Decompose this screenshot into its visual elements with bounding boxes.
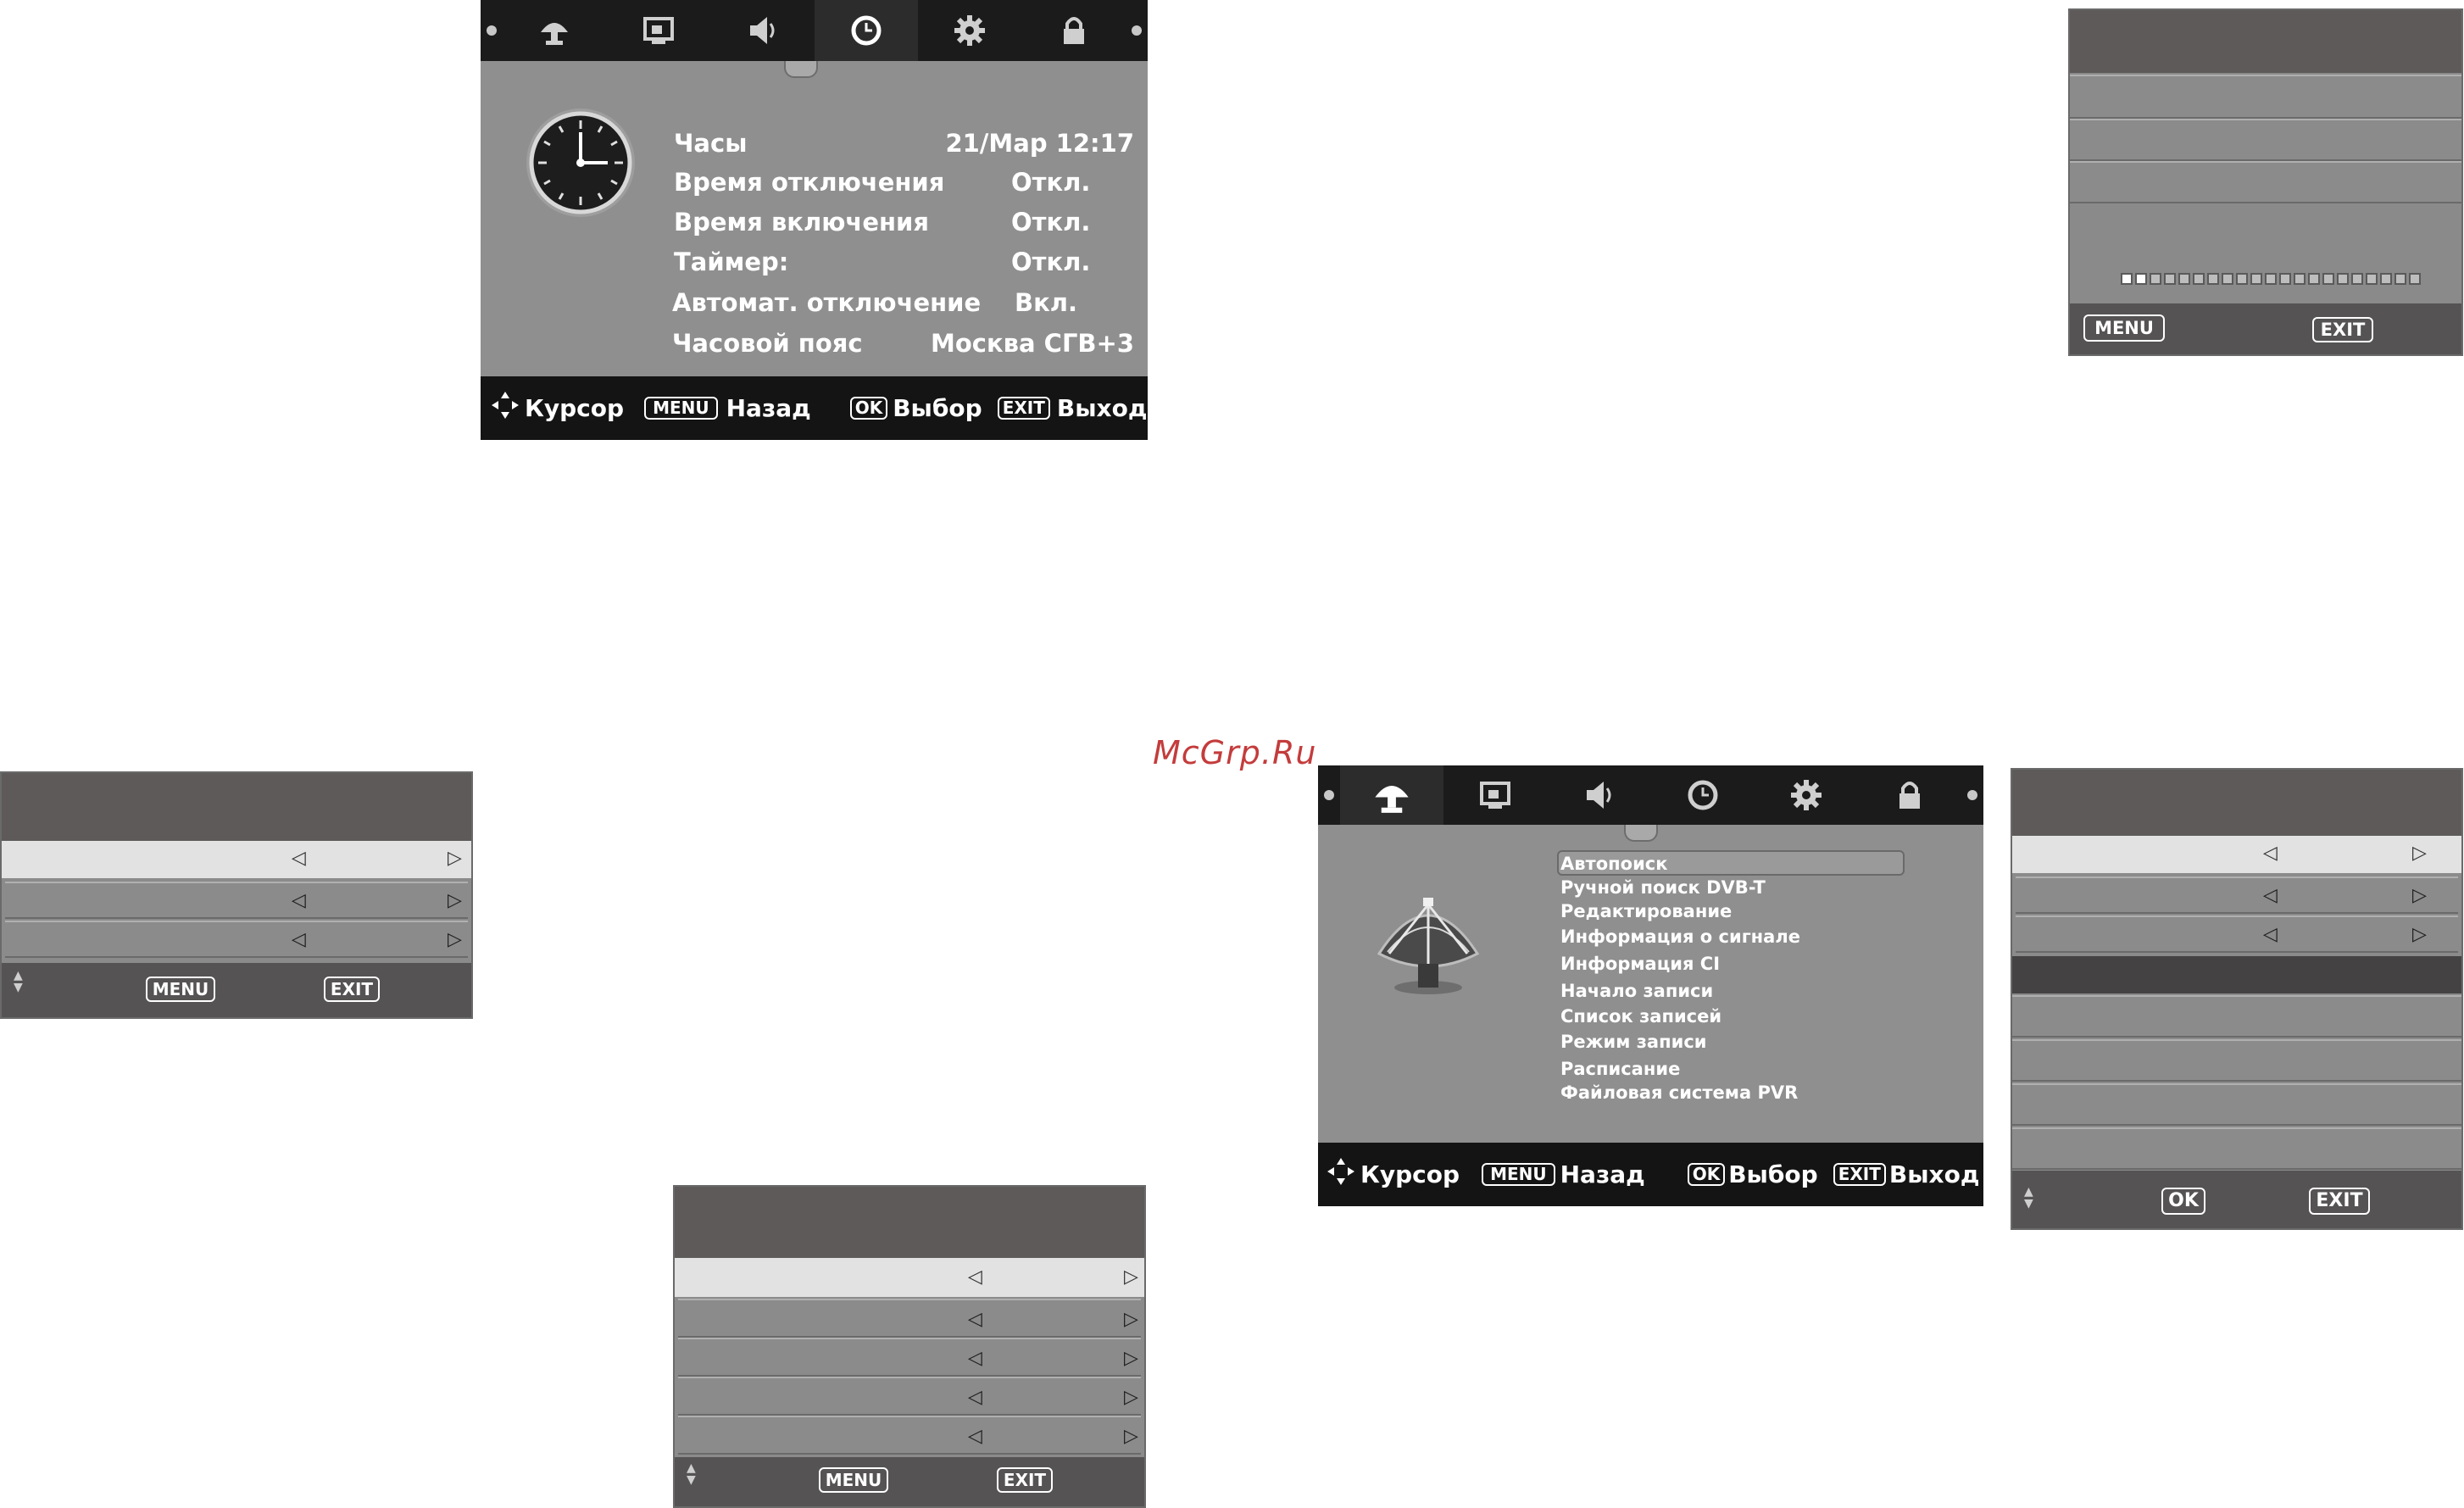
left-arrow-icon[interactable]: ◁ <box>2263 924 2278 945</box>
menu-tab-bar <box>481 0 1148 63</box>
panel-ok-row-7[interactable] <box>2012 1127 2461 1170</box>
lock-icon <box>1891 776 1928 814</box>
select-label: Выбор <box>893 394 982 422</box>
cursor-label: Курсор <box>1360 1160 1460 1188</box>
off-time-label[interactable]: Время отключения <box>674 168 945 197</box>
panel-ok-row-2[interactable] <box>2016 876 2458 914</box>
tab-channel[interactable] <box>503 0 607 61</box>
sound-icon <box>1580 776 1617 814</box>
back-label: Назад <box>1560 1160 1645 1188</box>
right-arrow-icon[interactable]: ▷ <box>2412 885 2427 906</box>
channel-menu-body <box>1318 825 1983 1143</box>
exit-hint[interactable] <box>1833 1160 1980 1188</box>
menu-item-pvr-file-system[interactable]: Файловая система PVR <box>1560 1082 1799 1103</box>
exit-hint[interactable] <box>998 394 1148 422</box>
panel-ok-header <box>2012 770 2461 836</box>
right-arrow-icon[interactable]: ▷ <box>448 848 462 869</box>
panel-five-header <box>675 1187 1144 1258</box>
panel-ok-row-1[interactable] <box>2012 836 2461 873</box>
right-arrow-icon[interactable]: ▷ <box>1124 1309 1138 1330</box>
cursor-hint <box>491 391 624 426</box>
channel-icon <box>1369 772 1415 818</box>
scan-panel-footer <box>2070 303 2461 354</box>
progress-segment <box>2135 273 2147 285</box>
tab-channel[interactable] <box>1340 765 1443 825</box>
exit-label: Выход <box>1888 1160 1980 1188</box>
menu-item-signal-info[interactable]: Информация о сигнале <box>1560 927 1800 947</box>
menu-item-auto-search[interactable]: Автопоиск <box>1560 854 1668 874</box>
select-hint[interactable] <box>850 394 982 422</box>
tab-sound[interactable] <box>1547 765 1650 825</box>
time-icon <box>1684 776 1721 814</box>
left-arrow-icon[interactable]: ◁ <box>2263 885 2278 906</box>
panel-five-row-5[interactable] <box>678 1416 1141 1455</box>
picture-icon <box>640 12 677 49</box>
select-hint[interactable] <box>1688 1160 1818 1188</box>
progress-segment <box>2250 273 2262 285</box>
on-time-value: Откл. <box>1011 208 1091 236</box>
up-down-arrows-icon: ▲ ▼ <box>14 969 23 994</box>
progress-segment <box>2193 273 2205 285</box>
channel-menu-footer <box>1318 1143 1983 1206</box>
tab-sound[interactable] <box>710 0 815 61</box>
on-time-label[interactable]: Время включения <box>674 208 929 236</box>
time-menu-window <box>481 0 1148 440</box>
left-arrow-icon[interactable]: ◁ <box>292 929 306 950</box>
clock-value: 21/Мар 12:17 <box>945 129 1134 158</box>
panel-ok-footer <box>2012 1171 2461 1228</box>
sound-icon <box>743 12 781 49</box>
menu-button[interactable]: MENU <box>2083 314 2165 342</box>
left-arrow-icon[interactable]: ◁ <box>968 1266 982 1288</box>
panel-ok-row-4[interactable] <box>2012 995 2461 1038</box>
menu-key[interactable]: MENU <box>644 397 718 420</box>
menu-button[interactable]: MENU <box>819 1467 888 1493</box>
settings-icon <box>1788 776 1825 814</box>
tab-time[interactable] <box>1651 765 1755 825</box>
menu-item-schedule[interactable]: Расписание <box>1560 1059 1681 1079</box>
scan-row-1 <box>2070 75 2461 119</box>
progress-segment <box>2121 273 2133 285</box>
settings-panel-ok <box>2011 768 2463 1230</box>
timer-value: Откл. <box>1011 248 1091 276</box>
panel-three-row-3[interactable] <box>5 921 468 958</box>
picture-icon <box>1477 776 1514 814</box>
panel-five-row-2[interactable] <box>678 1299 1141 1338</box>
left-arrow-icon[interactable]: ◁ <box>968 1348 982 1369</box>
tab-right-arrow-icon[interactable] <box>1961 789 1983 801</box>
watermark-text: McGrp.Ru <box>1153 734 1317 771</box>
menu-button[interactable]: MENU <box>146 977 215 1002</box>
left-arrow-icon[interactable]: ◁ <box>2263 843 2278 864</box>
panel-ok-row-5[interactable] <box>2012 1039 2461 1082</box>
progress-segment <box>2236 273 2248 285</box>
tab-lock[interactable] <box>1858 765 1961 825</box>
scan-row-3 <box>2070 161 2461 203</box>
menu-scroll-handle <box>1624 825 1658 842</box>
panel-three-row-1[interactable] <box>2 841 471 878</box>
ok-key[interactable]: OK <box>1688 1163 1726 1186</box>
select-label: Выбор <box>1728 1160 1818 1188</box>
panel-five-row-3[interactable] <box>678 1338 1141 1377</box>
tab-picture[interactable] <box>1443 765 1547 825</box>
progress-segment <box>2207 273 2219 285</box>
settings-panel-five-rows <box>673 1185 1146 1508</box>
channel-icon <box>536 12 573 49</box>
settings-panel-three-rows <box>0 771 473 1019</box>
progress-segment <box>2337 273 2349 285</box>
menu-item-ci-info[interactable]: Информация CI <box>1560 954 1721 974</box>
right-arrow-icon[interactable]: ▷ <box>448 890 462 911</box>
left-arrow-icon[interactable]: ◁ <box>968 1309 982 1330</box>
cursor-arrows-icon <box>1327 1157 1355 1192</box>
tab-left-arrow-icon[interactable] <box>1318 789 1340 801</box>
progress-segment <box>2164 273 2176 285</box>
up-down-arrows-icon: ▲ ▼ <box>2024 1185 2033 1210</box>
progress-segment <box>2380 273 2392 285</box>
tab-lock[interactable] <box>1022 0 1126 61</box>
clock-label[interactable]: Часы <box>674 129 748 158</box>
right-arrow-icon[interactable]: ▷ <box>1124 1387 1138 1408</box>
up-down-arrows-icon: ▲ ▼ <box>687 1461 696 1487</box>
menu-tab-bar <box>1318 765 1983 826</box>
progress-segment <box>2222 273 2233 285</box>
time-menu-body <box>481 61 1148 376</box>
scan-progress-bar <box>2121 273 2421 285</box>
off-time-value: Откл. <box>1011 168 1091 197</box>
right-arrow-icon[interactable]: ▷ <box>448 929 462 950</box>
progress-segment <box>2409 273 2421 285</box>
tab-picture[interactable] <box>607 0 711 61</box>
progress-segment <box>2294 273 2305 285</box>
progress-segment <box>2178 273 2190 285</box>
exit-key[interactable]: EXIT <box>1833 1163 1886 1186</box>
progress-segment <box>2394 273 2406 285</box>
scan-progress-panel <box>2068 8 2463 356</box>
time-zone-value: Москва СГВ+3 <box>930 329 1134 358</box>
analog-clock-icon <box>521 103 640 225</box>
time-icon <box>848 12 885 49</box>
lock-icon <box>1055 12 1093 49</box>
ok-button[interactable]: OK <box>2161 1188 2205 1215</box>
tab-time[interactable] <box>815 0 919 61</box>
exit-button[interactable]: EXIT <box>2309 1188 2370 1215</box>
right-arrow-icon[interactable]: ▷ <box>2412 843 2427 864</box>
ok-key[interactable]: OK <box>850 397 888 420</box>
progress-segment <box>2351 273 2363 285</box>
left-arrow-icon[interactable]: ◁ <box>968 1387 982 1408</box>
menu-key[interactable]: MENU <box>1482 1163 1555 1186</box>
auto-off-label[interactable]: Автомат. отключение <box>672 288 982 317</box>
exit-key[interactable]: EXIT <box>998 397 1050 420</box>
time-menu-footer <box>481 376 1148 440</box>
cursor-arrows-icon <box>491 391 520 426</box>
menu-scroll-handle <box>784 61 818 78</box>
cursor-label: Курсор <box>525 394 625 422</box>
panel-three-header <box>2 773 471 841</box>
panel-five-row-1[interactable] <box>675 1258 1144 1297</box>
scan-panel-header <box>2070 10 2461 73</box>
exit-button[interactable]: EXIT <box>2312 317 2373 342</box>
time-zone-label[interactable]: Часовой пояс <box>672 329 863 358</box>
tab-left-arrow-icon[interactable] <box>481 25 503 36</box>
menu-item-edit[interactable]: Редактирование <box>1560 901 1733 921</box>
menu-item-record-list[interactable]: Список записей <box>1560 1006 1722 1027</box>
progress-segment <box>2308 273 2320 285</box>
exit-button[interactable]: EXIT <box>997 1467 1053 1493</box>
left-arrow-icon[interactable]: ◁ <box>292 848 306 869</box>
progress-segment <box>2279 273 2291 285</box>
tab-right-arrow-icon[interactable] <box>1126 25 1148 36</box>
menu-item-record-mode[interactable]: Режим записи <box>1560 1032 1707 1052</box>
satellite-dish-icon <box>1369 886 1488 999</box>
progress-segment <box>2366 273 2378 285</box>
right-arrow-icon[interactable]: ▷ <box>1124 1348 1138 1369</box>
timer-label[interactable]: Таймер: <box>674 248 789 276</box>
left-arrow-icon[interactable]: ◁ <box>292 890 306 911</box>
exit-button[interactable]: EXIT <box>324 977 380 1002</box>
tab-settings[interactable] <box>918 0 1022 61</box>
tab-settings[interactable] <box>1755 765 1858 825</box>
panel-three-row-2[interactable] <box>5 882 468 919</box>
right-arrow-icon[interactable]: ▷ <box>1124 1426 1138 1447</box>
progress-segment <box>2265 273 2277 285</box>
panel-three-footer <box>2 963 471 1017</box>
back-hint[interactable] <box>644 394 811 422</box>
channel-menu-window <box>1318 765 1983 1206</box>
right-arrow-icon[interactable]: ▷ <box>2412 924 2427 945</box>
menu-item-manual-search[interactable]: Ручной поиск DVB-T <box>1560 877 1766 898</box>
cursor-hint <box>1327 1157 1460 1192</box>
menu-item-start-record[interactable]: Начало записи <box>1560 981 1714 1001</box>
scan-row-2 <box>2070 119 2461 161</box>
progress-segment <box>2322 273 2334 285</box>
panel-five-row-4[interactable] <box>678 1377 1141 1416</box>
left-arrow-icon[interactable]: ◁ <box>968 1426 982 1447</box>
right-arrow-icon[interactable]: ▷ <box>1124 1266 1138 1288</box>
panel-ok-row-3[interactable] <box>2016 915 2458 953</box>
exit-label: Выход <box>1056 394 1148 422</box>
back-hint[interactable] <box>1482 1160 1645 1188</box>
panel-ok-row-6[interactable] <box>2012 1083 2461 1126</box>
back-label: Назад <box>726 394 811 422</box>
panel-ok-divider-bar <box>2012 956 2461 993</box>
auto-off-value: Вкл. <box>1015 288 1078 317</box>
panel-five-footer <box>675 1457 1144 1506</box>
progress-segment <box>2150 273 2161 285</box>
settings-icon <box>951 12 988 49</box>
